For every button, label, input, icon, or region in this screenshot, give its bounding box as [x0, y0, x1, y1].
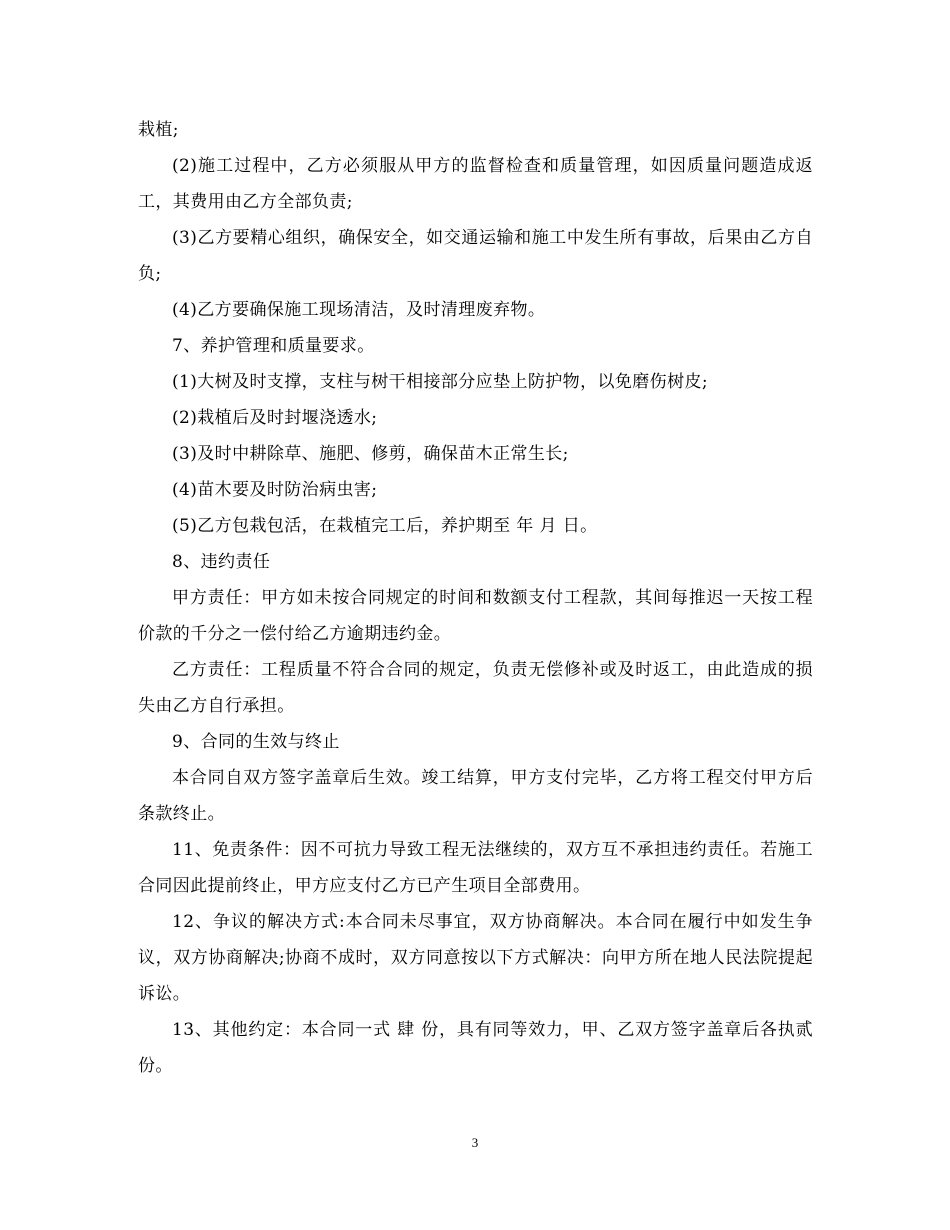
- page-number: 3: [471, 1135, 479, 1150]
- paragraph-8: (3)及时中耕除草、施肥、修剪，确保苗木正常生长;: [172, 444, 569, 464]
- paragraph-9: (4)苗木要及时防治病虫害;: [172, 480, 378, 500]
- paragraph-10: (5)乙方包栽包活，在栽植完工后，养护期至 年 月 日。: [172, 516, 598, 536]
- document-body: [138, 112, 813, 1084]
- paragraph-17: 12、争议的解决方式:本合同未尽事宜，双方协商解决。本合同在履行中如发生争议，双方协商解决;协商不成时，双方同意按以下方式解决：向甲方所在地人民法院提起诉讼。: [138, 912, 813, 1004]
- paragraph-13: 乙方责任：工程质量不符合合同的规定，负责无偿修补或及时返工，由此造成的损失由乙方自行承担。: [138, 660, 813, 716]
- paragraph-15: 本合同自双方签字盖章后生效。竣工结算，甲方支付完毕，乙方将工程交付甲方后条款终止。: [138, 768, 813, 824]
- section-heading-7: 7、养护管理和质量要求。: [172, 336, 375, 356]
- paragraph-12: 甲方责任：甲方如未按合同规定的时间和数额支付工程款，其间每推迟一天按工程价款的千分之一偿付给乙方逾期违约金。: [138, 588, 813, 644]
- paragraph-4: (4)乙方要确保施工现场清洁，及时清理废弃物。: [172, 300, 546, 320]
- paragraph-7: (2)栽植后及时封堰浇透水;: [172, 408, 378, 428]
- paragraph-3: (3)乙方要精心组织，确保安全，如交通运输和施工中发生所有事故，后果由乙方自负;: [138, 228, 813, 284]
- paragraph-2: (2)施工过程中，乙方必须服从甲方的监督检查和质量管理，如因质量问题造成返工，其费用由乙方全部负责;: [138, 156, 813, 212]
- paragraph-16: 11、免责条件：因不可抗力导致工程无法继续的，双方互不承担违约责任。若施工合同因此提前终止，甲方应支付乙方已产生项目全部费用。: [138, 840, 813, 896]
- paragraph-18: 13、其他约定：本合同一式 肆 份，具有同等效力，甲、乙双方签字盖章后各执贰份。: [138, 1020, 813, 1076]
- section-heading-9: 9、合同的生效与终止: [172, 732, 340, 752]
- paragraph-1: 栽植;: [138, 120, 179, 140]
- paragraph-6: (1)大树及时支撑，支柱与树干相接部分应垫上防护物，以免磨伤树皮;: [172, 372, 709, 392]
- section-heading-8: 8、违约责任: [172, 552, 271, 572]
